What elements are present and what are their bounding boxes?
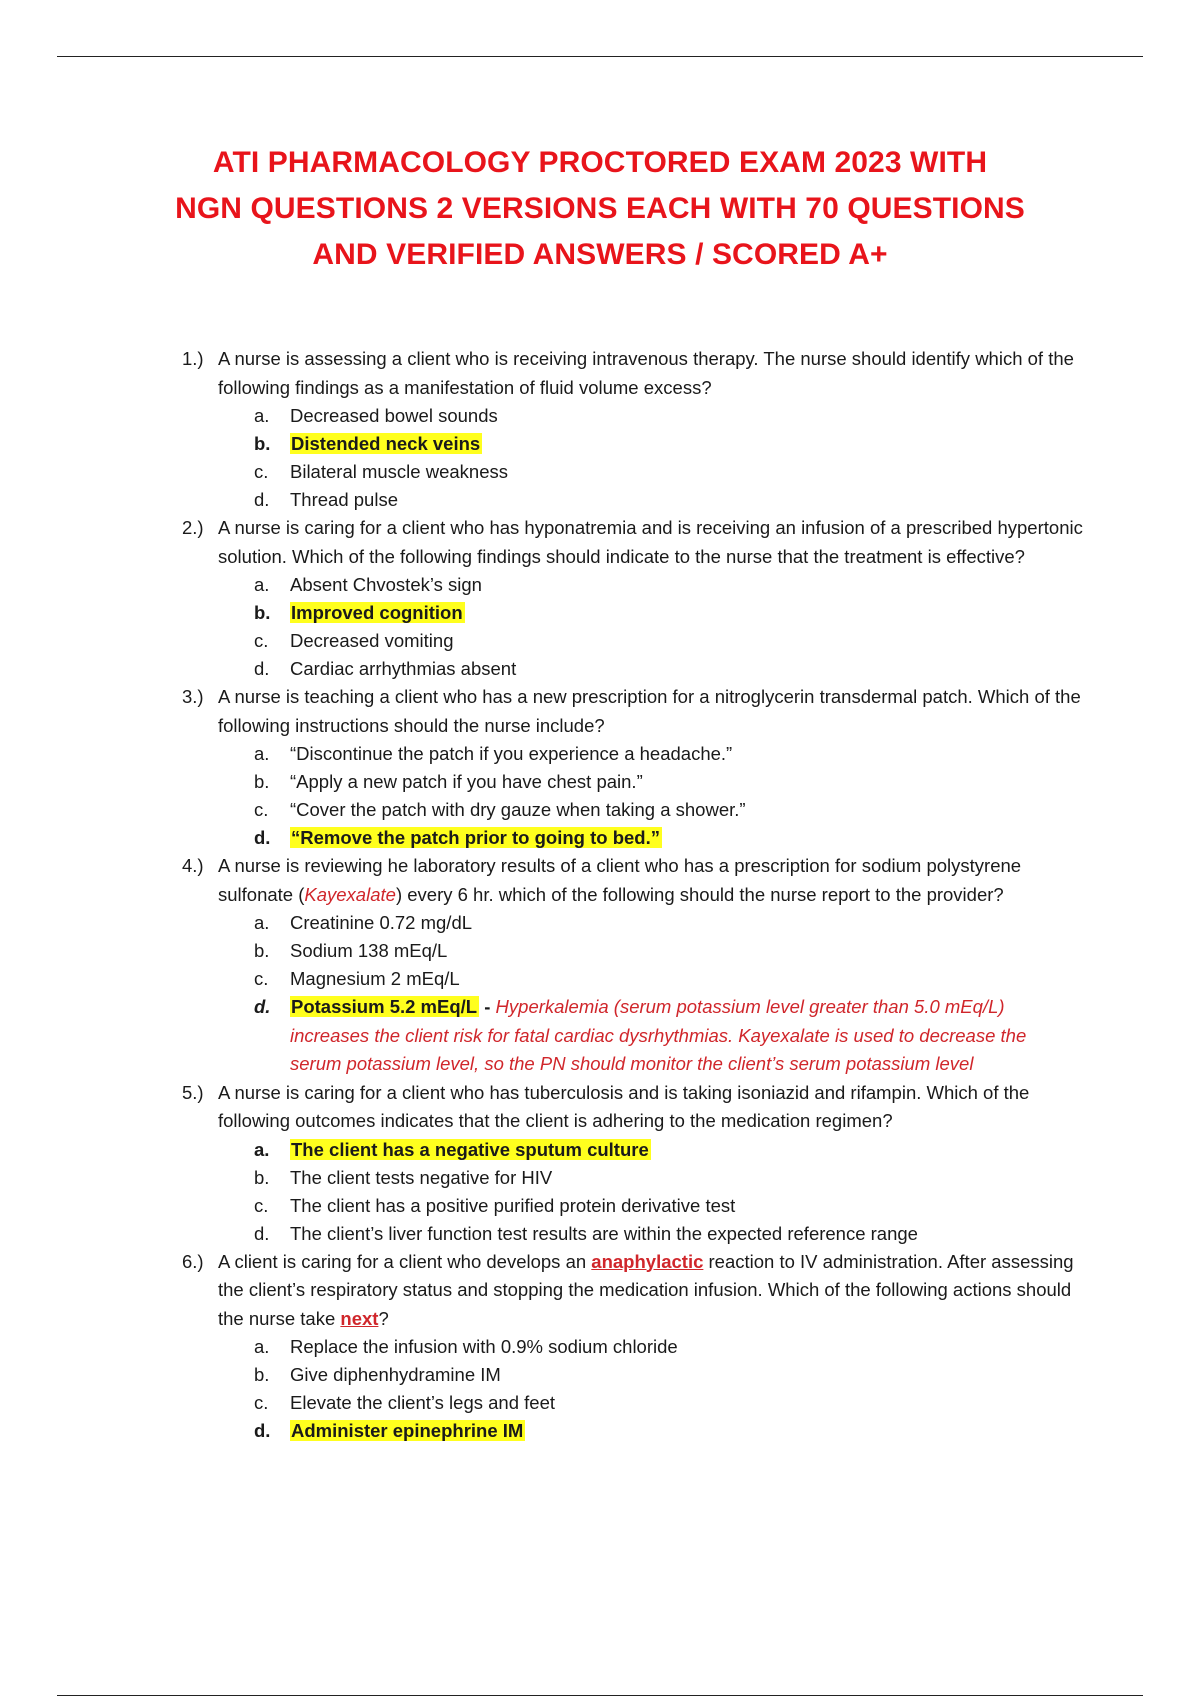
option-d <box>0 655 1200 683</box>
question-stem: A nurse is caring for a client who has hyponatremia and is receiving an infusion of a prescribed hypertonic solution. Which of the following findings should indicate to the nurse that the treatment is effective? <box>218 517 1083 567</box>
question-6 <box>0 1248 1200 1446</box>
question-stem: A nurse is assessing a client who is receiving intravenous therapy. The nurse should identify which of the following findings as a manifestation of fluid volume excess? <box>218 348 1074 398</box>
option-letter: c. <box>254 1194 269 1216</box>
question-stem: A nurse is teaching a client who has a new prescription for a nitroglycerin transdermal patch. Which of the following instructions should the nurse include? <box>218 686 1081 736</box>
option-text: Creatinine 0.72 mg/dL <box>290 912 473 933</box>
correct-answer-highlight: Potassium 5.2 mEq/L <box>291 996 478 1017</box>
option-text: Absent Chvostek’s sign <box>290 574 482 595</box>
title-line: ATI PHARMACOLOGY PROCTORED EXAM 2023 WITH <box>212 146 988 179</box>
option-letter: d. <box>254 996 271 1017</box>
option-c <box>0 627 1200 655</box>
option-letter: d. <box>254 658 270 679</box>
option-text: The client’s liver function test results are within the expected reference range <box>290 1222 918 1244</box>
option-text: “Discontinue the patch if you experience a headache.” <box>290 743 733 764</box>
question-stem: A nurse is caring for a client who has tuberculosis and is taking isoniazid and rifampin. Which of the following outcomes indicates that the client is adhering to the medication regimen? <box>218 1081 1030 1131</box>
option-d-correct <box>0 824 1200 852</box>
question-stem <box>218 1248 1098 1334</box>
rationale-dash: - <box>479 996 496 1017</box>
option-letter: c. <box>254 968 269 989</box>
title-line: NGN QUESTIONS 2 VERSIONS EACH WITH 70 QUESTIONS <box>175 192 1025 225</box>
option-d <box>0 1220 1200 1248</box>
question-number: 3.) <box>182 686 204 707</box>
option-c <box>0 965 1200 993</box>
option-text: Bilateral muscle weakness <box>290 461 508 482</box>
option-c <box>0 1389 1200 1417</box>
option-text: Decreased bowel sounds <box>290 405 498 426</box>
stem-text: ) every 6 hr. which of the following should the nurse report to the provider? <box>395 883 1004 905</box>
option-letter: b. <box>254 602 271 623</box>
correct-answer-highlight: The client has a negative sputum culture <box>291 1138 649 1160</box>
option-text: The client tests negative for HIV <box>290 1166 553 1188</box>
page-title <box>120 140 1080 278</box>
option-letter: a. <box>254 1336 270 1357</box>
stem-text: A nurse is reviewing he laboratory results of a client who has a prescription for sodium polystyrene sulfonate ( <box>218 855 1022 905</box>
option-a <box>0 1333 1200 1361</box>
option-d <box>0 486 1200 514</box>
top-rule <box>57 56 1143 57</box>
brand-name: Kayexalate <box>304 883 396 905</box>
option-b-correct <box>0 430 1200 458</box>
option-letter: a. <box>254 574 270 595</box>
option-letter: d. <box>254 827 271 848</box>
option-letter: d. <box>254 489 270 510</box>
stem-text: ? <box>378 1307 389 1329</box>
correct-answer-highlight: Improved cognition <box>291 602 463 623</box>
option-text: Give diphenhydramine IM <box>290 1364 501 1385</box>
option-d-correct <box>0 1417 1200 1445</box>
question-2 <box>0 514 1200 683</box>
option-letter: a. <box>254 1138 270 1160</box>
correct-answer-highlight: “Remove the patch prior to going to bed.” <box>291 827 660 848</box>
option-letter: b. <box>254 433 271 454</box>
option-letter: c. <box>254 461 269 482</box>
option-text: Magnesium 2 mEq/L <box>290 968 460 989</box>
option-letter: c. <box>254 799 269 820</box>
option-c <box>0 796 1200 824</box>
bottom-rule <box>57 1695 1143 1696</box>
option-a <box>0 740 1200 768</box>
keyword-next: next <box>340 1307 379 1329</box>
option-b <box>0 937 1200 965</box>
option-letter: a. <box>254 405 270 426</box>
title-line: AND VERIFIED ANSWERS / SCORED A+ <box>312 238 888 271</box>
option-letter: b. <box>254 1364 270 1385</box>
option-letter: b. <box>254 771 270 792</box>
question-3 <box>0 683 1200 852</box>
option-letter: d. <box>254 1222 270 1244</box>
option-a <box>0 571 1200 599</box>
question-number: 4.) <box>182 855 204 876</box>
option-b <box>0 1361 1200 1389</box>
stem-text: A client is caring for a client who develops an <box>218 1250 592 1272</box>
question-5 <box>0 1079 1200 1248</box>
correct-answer-highlight: Administer epinephrine IM <box>291 1420 524 1441</box>
question-list <box>0 345 1200 1445</box>
option-a <box>0 402 1200 430</box>
option-letter: a. <box>254 912 270 933</box>
question-number: 2.) <box>182 517 204 538</box>
question-number: 5.) <box>182 1081 204 1103</box>
keyword-anaphylactic: anaphylactic <box>591 1250 704 1272</box>
option-text: “Apply a new patch if you have chest pain.” <box>290 771 643 792</box>
option-text: Elevate the client’s legs and feet <box>290 1392 555 1413</box>
option-letter: b. <box>254 940 270 961</box>
option-text: Sodium 138 mEq/L <box>290 940 448 961</box>
rationale-text: Hyperkalemia (serum potassium level greater than 5.0 mEq/L) increases the client risk for fatal cardiac dysrhythmias. Kayexalate is used to decrease the serum potassium level, so the PN should monitor the client’s serum potassium level <box>290 996 1027 1074</box>
option-letter: b. <box>254 1166 270 1188</box>
option-text: The client has a positive purified protein derivative test <box>290 1194 736 1216</box>
option-letter: c. <box>254 1392 269 1413</box>
question-number: 6.) <box>182 1250 204 1272</box>
option-text: Thread pulse <box>290 489 398 510</box>
option-text: Decreased vomiting <box>290 630 454 651</box>
option-letter: d. <box>254 1420 271 1441</box>
option-a-correct <box>0 1136 1200 1164</box>
option-c <box>0 458 1200 486</box>
correct-answer-highlight: Distended neck veins <box>291 433 481 454</box>
option-b <box>0 1164 1200 1192</box>
option-letter: c. <box>254 630 269 651</box>
question-stem <box>218 852 1098 909</box>
stem-text: reaction to IV administration. After assessing the client’s respiratory status and stopping the medication infusion. Which of the following actions should the nurse take <box>218 1250 1074 1329</box>
option-text: “Cover the patch with dry gauze when taking a shower.” <box>290 799 746 820</box>
question-1 <box>0 345 1200 514</box>
option-b <box>0 768 1200 796</box>
option-text: Replace the infusion with 0.9% sodium chloride <box>290 1336 678 1357</box>
option-a <box>0 909 1200 937</box>
question-4 <box>0 852 1200 1079</box>
option-text: Cardiac arrhythmias absent <box>290 658 517 679</box>
option-b-correct <box>0 599 1200 627</box>
option-letter: a. <box>254 743 270 764</box>
option-c <box>0 1192 1200 1220</box>
option-d-correct <box>0 993 1200 1079</box>
question-number: 1.) <box>182 348 204 369</box>
